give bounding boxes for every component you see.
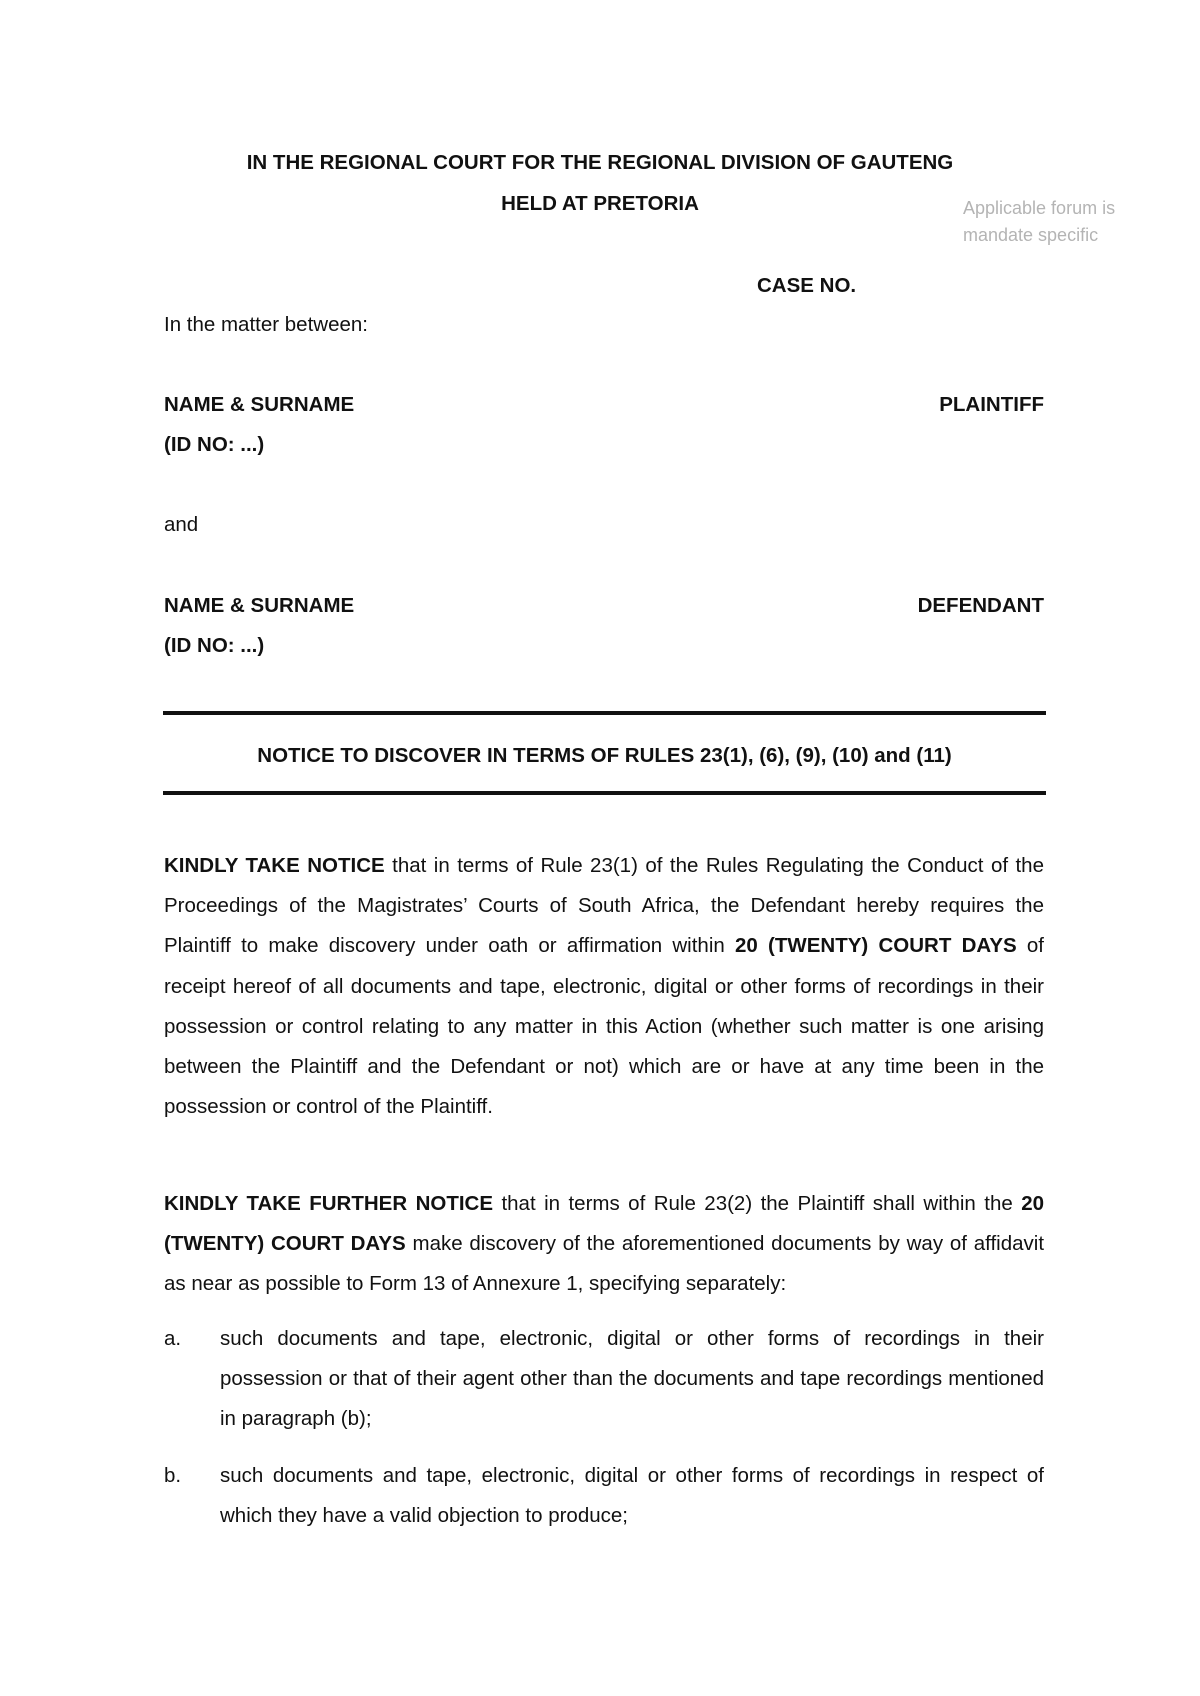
- list-item-marker: b.: [164, 1464, 182, 1487]
- list-item-text: such documents and tape, electronic, digital or other forms of recordings in their possession or that of their agent other than the documents and tape recordings mentioned in paragraph (b);: [220, 1327, 1044, 1430]
- notice-paragraph-2: [164, 1184, 1044, 1305]
- defendant-name: NAME & SURNAME: [164, 594, 355, 617]
- list-item: [164, 1456, 1044, 1536]
- notice-paragraph-1: [164, 846, 1044, 1127]
- matter-between-label: In the matter between:: [164, 313, 368, 336]
- paragraph-2-days: 20 (TWENTY) COURT DAYS: [164, 1192, 1044, 1256]
- forum-side-note: Applicable forum is mandate specific: [963, 198, 1116, 245]
- paragraph-1-text-a: that in terms of Rule 23(1) of the Rules Regulating the Conduct of the Proceedings of the Magistrates’ Courts of South Africa, the Defendant hereby requires the Plaintiff to make discovery under oath or affirmation within: [164, 854, 1044, 958]
- title-top-rule: [163, 711, 1046, 715]
- plaintiff-role: PLAINTIFF: [939, 393, 1044, 416]
- paragraph-2-text-a: that in terms of Rule 23(2) the Plaintiff shall within the: [493, 1192, 1022, 1215]
- held-at-heading: HELD AT PRETORIA: [501, 192, 699, 215]
- court-heading: IN THE REGIONAL COURT FOR THE REGIONAL DIVISION OF GAUTENG: [246, 151, 954, 174]
- defendant-role: DEFENDANT: [917, 594, 1044, 617]
- case-number-label: CASE NO.: [757, 274, 857, 297]
- list-item: [164, 1319, 1044, 1439]
- and-separator: and: [164, 513, 199, 536]
- paragraph-2-lead: KINDLY TAKE FURTHER NOTICE: [164, 1192, 494, 1215]
- paragraph-1-lead: KINDLY TAKE NOTICE: [164, 854, 385, 877]
- plaintiff-name: NAME & SURNAME: [164, 393, 355, 416]
- list-item-marker: a.: [164, 1327, 182, 1350]
- defendant-id: (ID NO: ...): [164, 634, 265, 657]
- plaintiff-id: (ID NO: ...): [164, 433, 265, 456]
- title-bottom-rule: [163, 791, 1046, 795]
- list-item-text: such documents and tape, electronic, digital or other forms of recordings in respect of which they have a valid objection to produce;: [220, 1464, 1044, 1527]
- notice-title: NOTICE TO DISCOVER IN TERMS OF RULES 23(1), (6), (9), (10) and (11): [257, 744, 952, 767]
- paragraph-1-text-b: of receipt hereof of all documents and tape, electronic, digital or other forms of recordings in their possession or control relating to any matter in this Action (whether such matter is one arising between the Plaintiff and the Defendant or not) which are or have at any time been in the possession or control of the Plaintiff.: [164, 934, 1044, 1119]
- paragraph-2-text-b: make discovery of the aforementioned documents by way of affidavit as near as possible to Form 13 of Annexure 1, specifying separately:: [164, 1232, 1045, 1296]
- paragraph-1-days: 20 (TWENTY) COURT DAYS: [735, 934, 1017, 958]
